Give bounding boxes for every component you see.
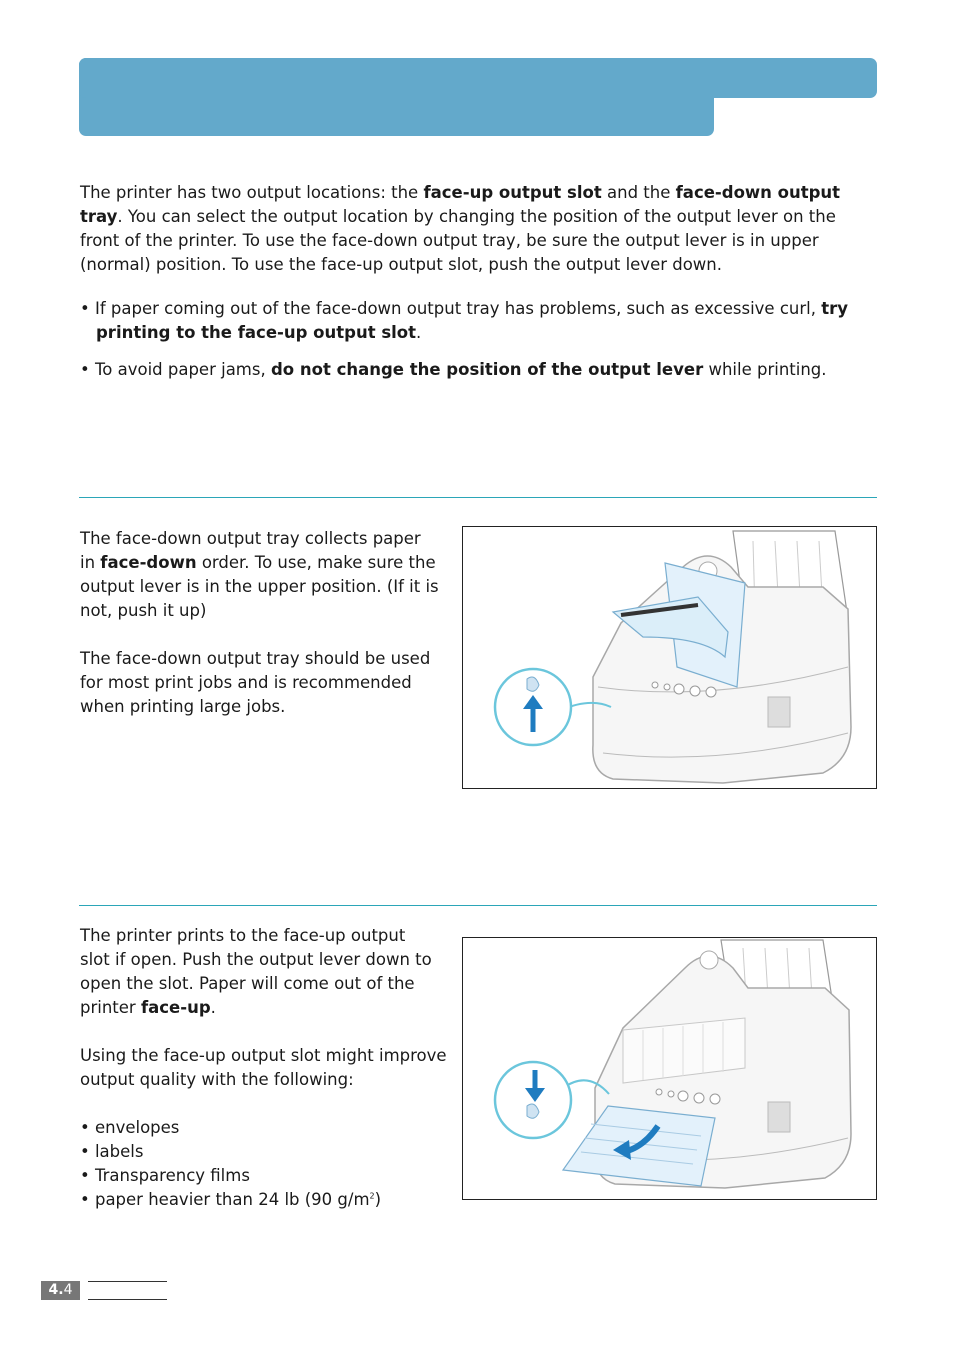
page-number-badge: 4.4: [41, 1281, 80, 1300]
note-bullet-jam: • To avoid paper jams, do not change the position of the output lever while printing.: [80, 360, 827, 379]
section-divider: [79, 497, 877, 498]
face-up-media-list: [80, 1116, 460, 1212]
face-up-paragraph: The printer prints to the face-up output slot if open. Push the output lever down to open the slot. Paper will come out of the printer face-up.: [80, 926, 432, 1017]
superscript-two: 2: [369, 1191, 375, 1201]
list-item: • envelopes: [80, 1118, 180, 1137]
footer-rule: [88, 1281, 167, 1300]
face-down-printer-illustration: [462, 526, 877, 789]
list-item: • Transparency films: [80, 1166, 250, 1185]
face-down-usage-paragraph: The face-down output tray should be used for most print jobs and is recommended when printing large jobs.: [80, 649, 431, 716]
section-divider: [79, 905, 877, 906]
intro-paragraph: The printer has two output locations: the face-up output slot and the face-down output tray. You can select the output location by changing the position of the output lever on the front of the printer. To use the face-down output tray, be sure the output lever is in upper (normal) position. To use the face-up output slot, push the output lever down.: [80, 183, 841, 274]
header-banner-tab: [79, 58, 877, 98]
note-bullet-curl: • If paper coming out of the face-down output tray has problems, such as excessive curl, try printing to the face-up output slot.: [80, 299, 848, 342]
face-down-paragraph: The face-down output tray collects paper in face-down order. To use, make sure the output lever is in the upper position. (If it is not, push it up): [80, 529, 439, 620]
face-up-printer-illustration: [462, 937, 877, 1200]
list-item: • paper heavier than 24 lb (90 $g/m^2$): [80, 1190, 382, 1209]
list-item: • labels: [80, 1142, 144, 1161]
face-up-usage-paragraph: Using the face-up output slot might improve output quality with the following:: [80, 1046, 447, 1089]
